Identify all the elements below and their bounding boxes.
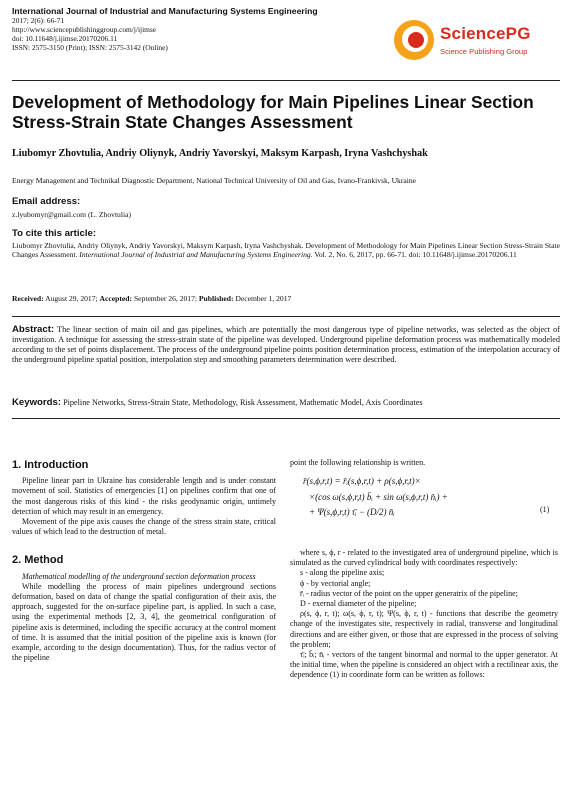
equation-1 bbox=[303, 474, 557, 521]
abstract-label: Abstract: bbox=[12, 324, 55, 335]
equation-intro: point the following relationship is written. bbox=[290, 458, 426, 467]
published-label: Published: bbox=[198, 294, 234, 303]
list-item: D - exernal diameter of the pipeline; bbox=[300, 599, 417, 609]
citation-journal: International Journal of Industrial and Manufacturing Systems Engineering bbox=[79, 250, 311, 260]
article-dates bbox=[12, 294, 560, 303]
paragraph: While modelling the process of main pipelines underground sections deformation, based on data of change the spatial configuration of their axis, the approach, suggested for the on-surface pipeline part, is applied. In such a case, using the experimental methods [2, 3, 4], the geometrical configuration of pipeline axis is determined, including the specific accuracy at the control moment of time. It is assumed that the initial position of the pipeline axis is known (for example, according to the design documentation). Thus, for the radius vector of the pipeline bbox=[12, 581, 276, 663]
abstract-top-divider bbox=[12, 316, 560, 317]
keywords-bottom-divider bbox=[12, 418, 560, 419]
equation-line: + Ψ(s,ϕ,r,t) τ̄ᵢ − (D/2) n̄ᵢ bbox=[309, 507, 395, 518]
equation-line: r̄(s,ϕ,r,t) = r̄ᵢ(s,ϕ,r,t) + ρ(s,ϕ,r,t)× bbox=[303, 476, 421, 486]
right-column-intro bbox=[290, 458, 558, 468]
journal-name: International Journal of Industrial and Manufacturing Systems Engineering bbox=[12, 6, 318, 16]
received-label: Received: bbox=[12, 294, 44, 303]
paragraph: Pipeline linear part in Ukraine has considerable length and is under constant movement of soil. Statistics of emergencies [1] on pipelines confirm that one of the most dangerous risks of this kind - the risks geodynamic origin, untimely detection of which may result in an emergency. bbox=[12, 476, 276, 516]
equation-number: (1) bbox=[540, 505, 550, 514]
abstract bbox=[12, 325, 560, 365]
journal-issn: ISSN: 2575-3150 (Print); ISSN: 2575-3142 (Online) bbox=[12, 43, 168, 52]
section-heading-method: 2. Method bbox=[12, 554, 64, 567]
header-divider bbox=[12, 80, 560, 81]
citation-details: . Vol. 2, No. 6, 2017, pp. 66-71. doi: 10.11648/j.ijimse.20170206.11 bbox=[310, 250, 517, 260]
right-column bbox=[290, 548, 558, 681]
published-date: December 1, 2017 bbox=[235, 294, 292, 303]
email-label: Email address: bbox=[12, 196, 81, 207]
article-authors: Liubomyr Zhovtulia, Andriy Oliynyk, Andriy Yavorskyi, Maksym Karpash, Iryna Vashchyshak bbox=[12, 148, 428, 159]
received-date: August 29, 2017; bbox=[45, 294, 98, 303]
journal-doi: doi: 10.11648/j.ijimse.20170206.11 bbox=[12, 34, 118, 43]
journal-header bbox=[12, 6, 392, 52]
abstract-text: The linear section of main oil and gas pipelines, which are potentially the most dangerous type of pipeline networks, was selected as the object of investigation. A technique for assessing the stress-strain state of the pipeline was developed. Underground pipeline deformation process was mathematically modeled according to the set of points displacement. The process of the underground pipeline points position determination process, estimation of the interpolation accuracy of the underground pipeline spatial position, interpolation step and smoothing parameters determination were described. bbox=[12, 325, 560, 365]
accepted-label: Accepted: bbox=[99, 294, 133, 303]
keywords-text: Pipeline Networks, Stress-Strain State, Methodology, Risk Assessment, Mathematic Model, Axis Coordinates bbox=[63, 398, 423, 407]
citation-text: Liubomyr Zhovtulia, Andriy Oliynyk, Andriy Yavorskyi, Maksym Karpash, Iryna Vashchyshak. Development of Methodology for Main Pipelines Linear Section Stress-Strain State Changes Assessment. bbox=[12, 241, 561, 260]
journal-url[interactable]: http://www.sciencepublishinggroup.com/j/ijimse bbox=[12, 25, 157, 34]
left-column bbox=[12, 460, 276, 663]
cite-label: To cite this article: bbox=[12, 228, 97, 239]
sciencepg-logo bbox=[392, 14, 564, 70]
paragraph: where s, ϕ, r - related to the investigated area of underground pipeline, which is simulated as the curved cylindrical body with coordinates respectively: bbox=[290, 548, 558, 568]
list-item: s - along the pipeline axis; bbox=[300, 568, 385, 578]
subsection-heading: Mathematical modelling of the underground section deformation process bbox=[22, 571, 256, 581]
logo-title: SciencePG bbox=[440, 24, 531, 43]
logo-dot bbox=[408, 32, 424, 48]
accepted-date: September 26, 2017; bbox=[133, 294, 197, 303]
list-item: τ̄ᵢ; b̄ᵢ; n̄ᵢ - vectors of the tangent binormal and normal to the upper generator. At the initial time, when the pipeline is considered an object with a rectilinear axis, the dependence (1) in coordinate form can be written as follows: bbox=[290, 650, 558, 680]
article-title: Development of Methodology for Main Pipelines Linear Section Stress-Strain State Changes Assessment bbox=[12, 92, 534, 132]
keywords bbox=[12, 397, 560, 408]
list-item: ϕ - by vectorial angle; bbox=[300, 578, 371, 588]
logo-subtitle: Science Publishing Group bbox=[440, 47, 528, 56]
paragraph: Movement of the pipe axis causes the change of the stress strain state, critical values of which lead to the destruction of metal. bbox=[12, 517, 276, 537]
citation bbox=[12, 241, 560, 259]
email-address[interactable]: z.lyubomyr@gmail.com (L. Zhovtulia) bbox=[12, 210, 131, 219]
journal-volume: 2017; 2(6): 66-71 bbox=[12, 16, 65, 25]
affiliation: Energy Management and Technikal Diagnostic Department, National Technical University of Oil and Gas, Ivano-Frankivsk, Ukraine bbox=[12, 176, 417, 185]
list-item: ρ(s, ϕ, r, t); ω(s, ϕ, r, t); Ψ(s, ϕ, r, t) - functions that describe the geometry change of the investigates site, respectively in radial, transverse and longitudinal directions and are either given, or those that are expressed in the process of solving the problem; bbox=[290, 609, 558, 649]
list-item: r̄ᵢ - radius vector of the point on the upper generatrix of the pipeline; bbox=[300, 588, 518, 598]
section-heading-introduction: 1. Introduction bbox=[12, 459, 89, 471]
keywords-label: Keywords: bbox=[12, 397, 62, 408]
equation-line: ×(cos ω(s,ϕ,r,t) b̄ᵢ + sin ω(s,ϕ,r,t) n̄ᵢ) + bbox=[309, 491, 448, 502]
